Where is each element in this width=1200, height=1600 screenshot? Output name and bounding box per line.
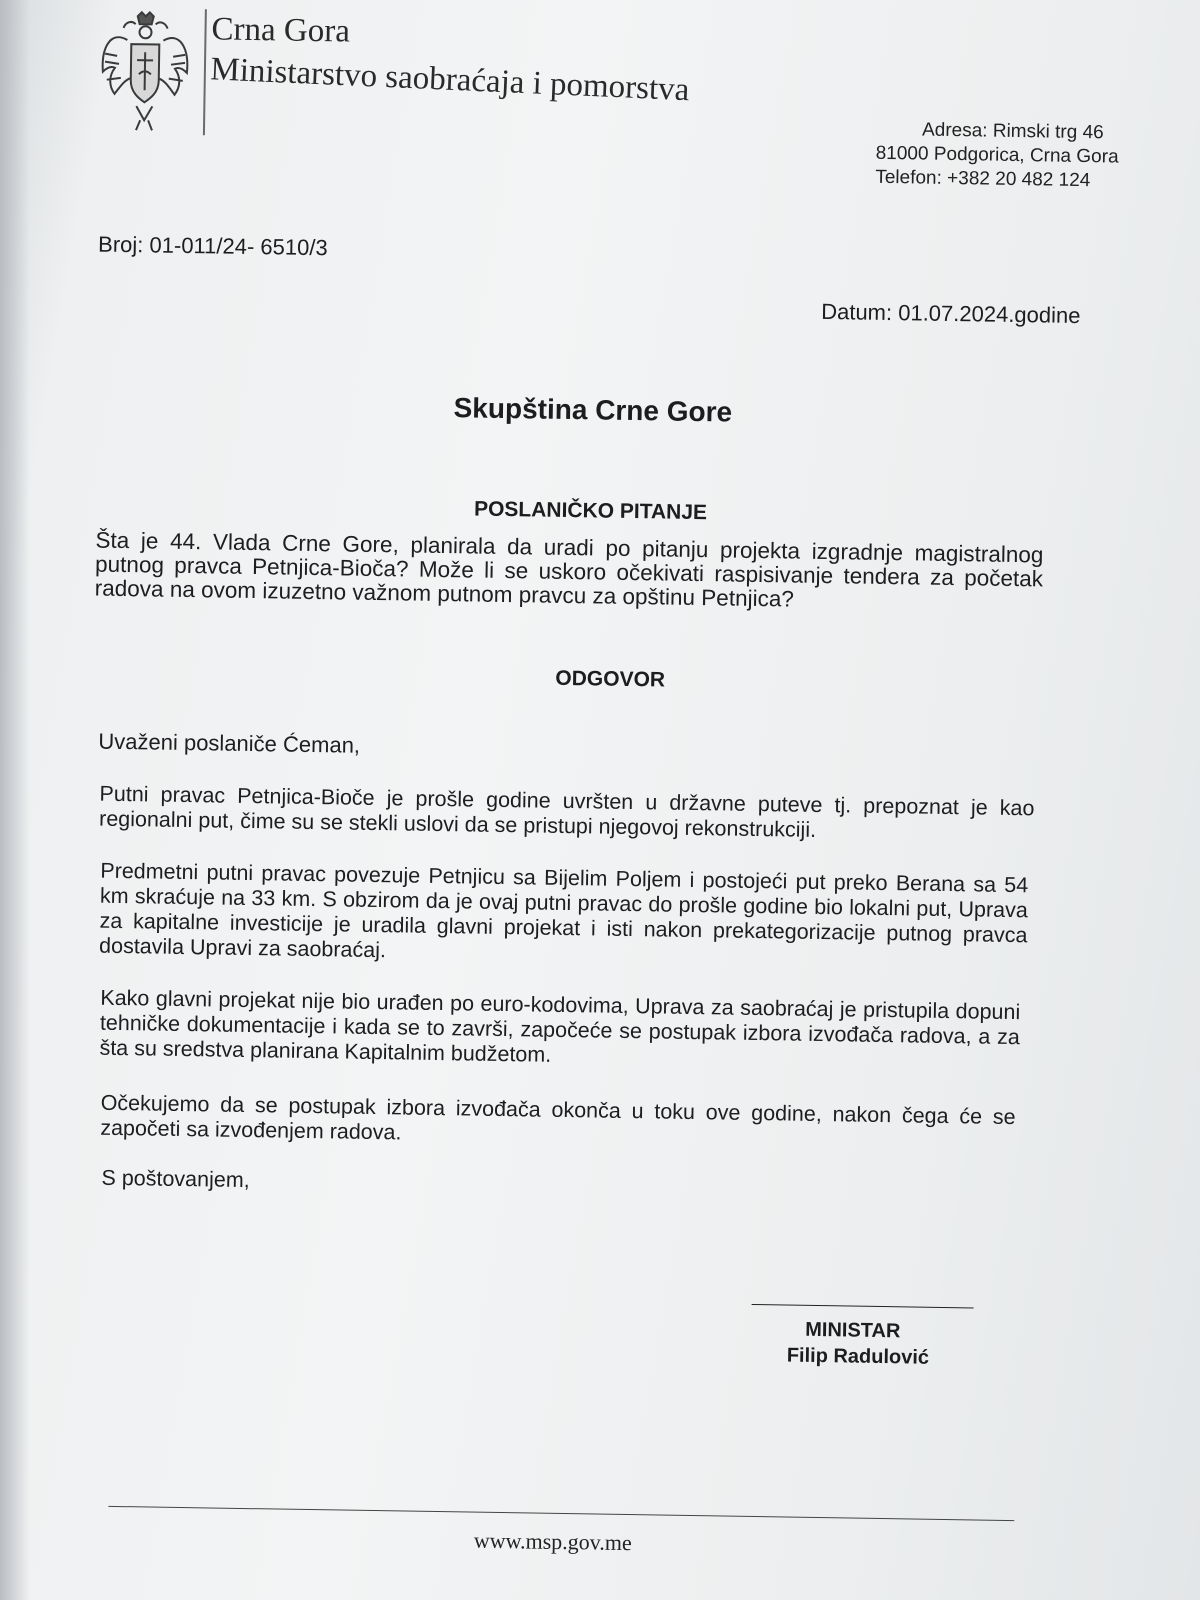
country-name: Crna Gora: [211, 11, 351, 50]
signature-name: Filip Radulović: [786, 1344, 930, 1369]
footer-url: www.msp.gov.me: [473, 1527, 632, 1556]
answer-title: ODGOVOR: [555, 666, 666, 692]
question-title: POSLANIČKO PITANJE: [473, 497, 708, 525]
address-block: [875, 118, 1119, 194]
address-city: 81000 Podgorica, Crna Gora: [875, 142, 1119, 168]
signature-line: [752, 1304, 974, 1308]
address-street: Adresa: Rimski trg 46: [921, 119, 1104, 144]
reference-number: Broj: 01-011/24- 6510/3: [97, 231, 328, 261]
ministry-name: Ministarstvo saobraćaja i pomorstva: [209, 51, 691, 109]
closing: S poštovanjem,: [101, 1165, 250, 1193]
recipient-heading: Skupština Crne Gore: [453, 392, 733, 428]
question-text: Šta je 44. Vlada Crne Gore, planirala da uradi po pitanju projekta izgradnje magistralnog putnog pravca Petnjica-Bioča? Može li se uskoro očekivati raspisivanje tendera za početak radova na ovom izuzetno važnom putnom pravcu za opštinu Petnjica?: [94, 527, 1044, 612]
answer-paragraph: Kako glavni projekat nije bio urađen po euro-kodovima, Uprava za saobraćaj je pristupila dopuni tehničke dokumentacije i kada se to završi, započeće se postupak izbora izvođača radova, a za šta su sredstva planirana Kapitalnim budžetom.: [99, 985, 1021, 1067]
greeting: Uvaženi poslaniče Ćeman,: [98, 728, 361, 758]
coat-of-arms-icon: [96, 10, 194, 137]
letterhead-divider: [203, 9, 207, 135]
answer-paragraph: Predmetni putni pravac povezuje Petnjicu sa Bijelim Poljem i postojeći put preko Berana sa 54 km skraćuje na 33 km. S obzirom da je ovaj putni pravac do prošle godine bio lokalni put, Uprava za kapitalne investicije je uradila glavni projekat i isti nakon prekategorizacije putnog pravca dostavila Upravi za saobraćaj.: [98, 858, 1029, 963]
address-phone: Telefon: +382 20 482 124: [875, 166, 1091, 192]
footer-divider: [108, 1506, 1014, 1521]
answer-paragraph: Očekujemo da se postupak izbora izvođača okonča u toku ove godine, nakon čega će se započeti sa izvođenjem radova.: [100, 1090, 1016, 1145]
document-date: Datum: 01.07.2024.godine: [821, 298, 1081, 329]
signature-title: MINISTAR: [805, 1318, 901, 1343]
answer-paragraph: Putni pravac Petnjica-Bioče je prošle godine uvršten u državne puteve tj. prepoznat je kao regionalni put, čime su se stekli uslovi da se pristupi njegovoj rekonstrukciji.: [98, 781, 1035, 842]
